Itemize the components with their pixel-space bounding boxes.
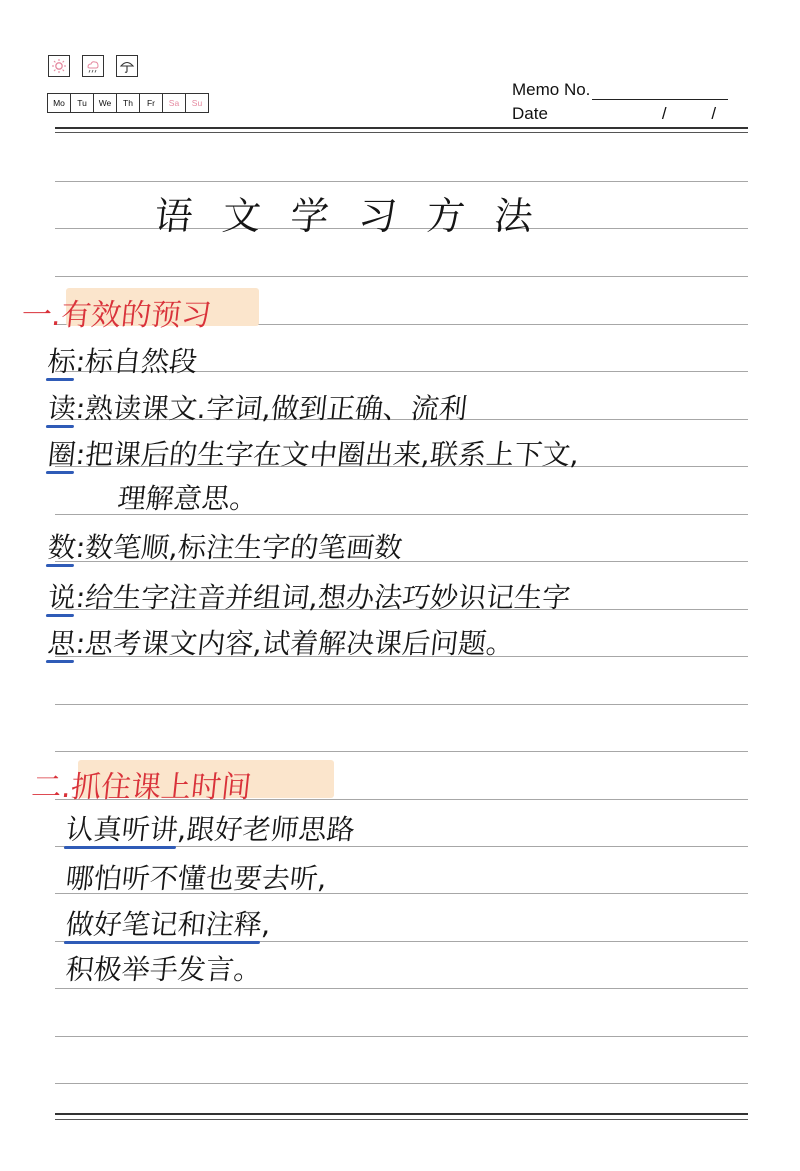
keyword: 标 [46,345,77,378]
phrase-underline [64,846,176,849]
note-line [46,576,573,616]
keyword: 圈 [46,438,77,471]
weekday-fr: Fr [139,93,163,113]
keyword: 说 [46,581,77,614]
ruled-line [55,751,748,752]
section-heading-preview: 一.有效的预习 [19,298,214,333]
weekday-th: Th [116,93,140,113]
note-text: 积极举手发言。 [64,953,264,986]
keyword: 思 [46,627,77,660]
note-line [64,948,264,988]
weekday-boxes [47,93,208,113]
note-text: :熟读课文.字词,做到正确、流利 [74,392,469,425]
memo-number-row [512,76,800,100]
memo-fields [512,76,800,124]
date-label: Date [512,104,548,123]
weekday-we: We [93,93,117,113]
note-line [64,903,273,943]
ruled-line [55,1036,748,1037]
note-line [46,526,405,566]
note-line-continued [116,477,260,517]
ruled-line [55,276,748,277]
section-heading-class-time: 二.抓住课上时间 [29,770,254,805]
note-line [46,387,469,427]
keyword-underline [46,425,74,428]
note-line [46,340,200,380]
memo-number-line [592,83,728,100]
weekday-mo: Mo [47,93,71,113]
memo-label: Memo No. [512,80,591,99]
keyword-underline [46,614,74,617]
note-text: , [260,908,273,941]
keyword-underline [46,660,74,663]
note-line [64,808,357,848]
page-title: 语文学习方法 [152,194,565,238]
keyword-underline [46,471,74,474]
note-line [46,622,517,662]
note-text: 理解意思。 [116,482,260,515]
underlined-phrase: 认真听讲 [64,813,179,846]
footer-rule-thin [55,1119,748,1120]
footer-rule [55,1113,748,1115]
weather-icons [48,55,138,77]
note-text: ,跟好老师思路 [176,813,357,846]
keyword-underline [46,378,74,381]
keyword: 读 [46,392,77,425]
cloud-rain-icon [82,55,104,77]
ruled-line [55,704,748,705]
note-line [64,857,329,897]
umbrella-icon [116,55,138,77]
date-row [512,100,800,124]
keyword-underline [46,564,74,567]
note-text: :思考课文内容,试着解决课后问题。 [74,627,516,660]
ruled-line [55,181,748,182]
phrase-underline [64,941,260,944]
ruled-line [55,1083,748,1084]
note-text: 哪怕听不懂也要去听, [64,862,329,895]
underlined-phrase: 做好笔记和注释 [64,908,263,941]
header-rule-thin [55,132,748,133]
date-value: / / [661,104,717,123]
weekday-sa: Sa [162,93,186,113]
keyword: 数 [46,531,77,564]
note-text: :把课后的生字在文中圈出来,联系上下文, [74,438,581,471]
ruled-line [55,988,748,989]
note-text: :给生字注音并组词,想办法巧妙识记生字 [74,581,572,614]
note-line [46,433,581,473]
weekday-su: Su [185,93,209,113]
header-rule [55,127,748,129]
sun-icon [48,55,70,77]
note-text: :标自然段 [74,345,200,378]
note-text: :数笔顺,标注生字的笔画数 [74,531,404,564]
weekday-tu: Tu [70,93,94,113]
